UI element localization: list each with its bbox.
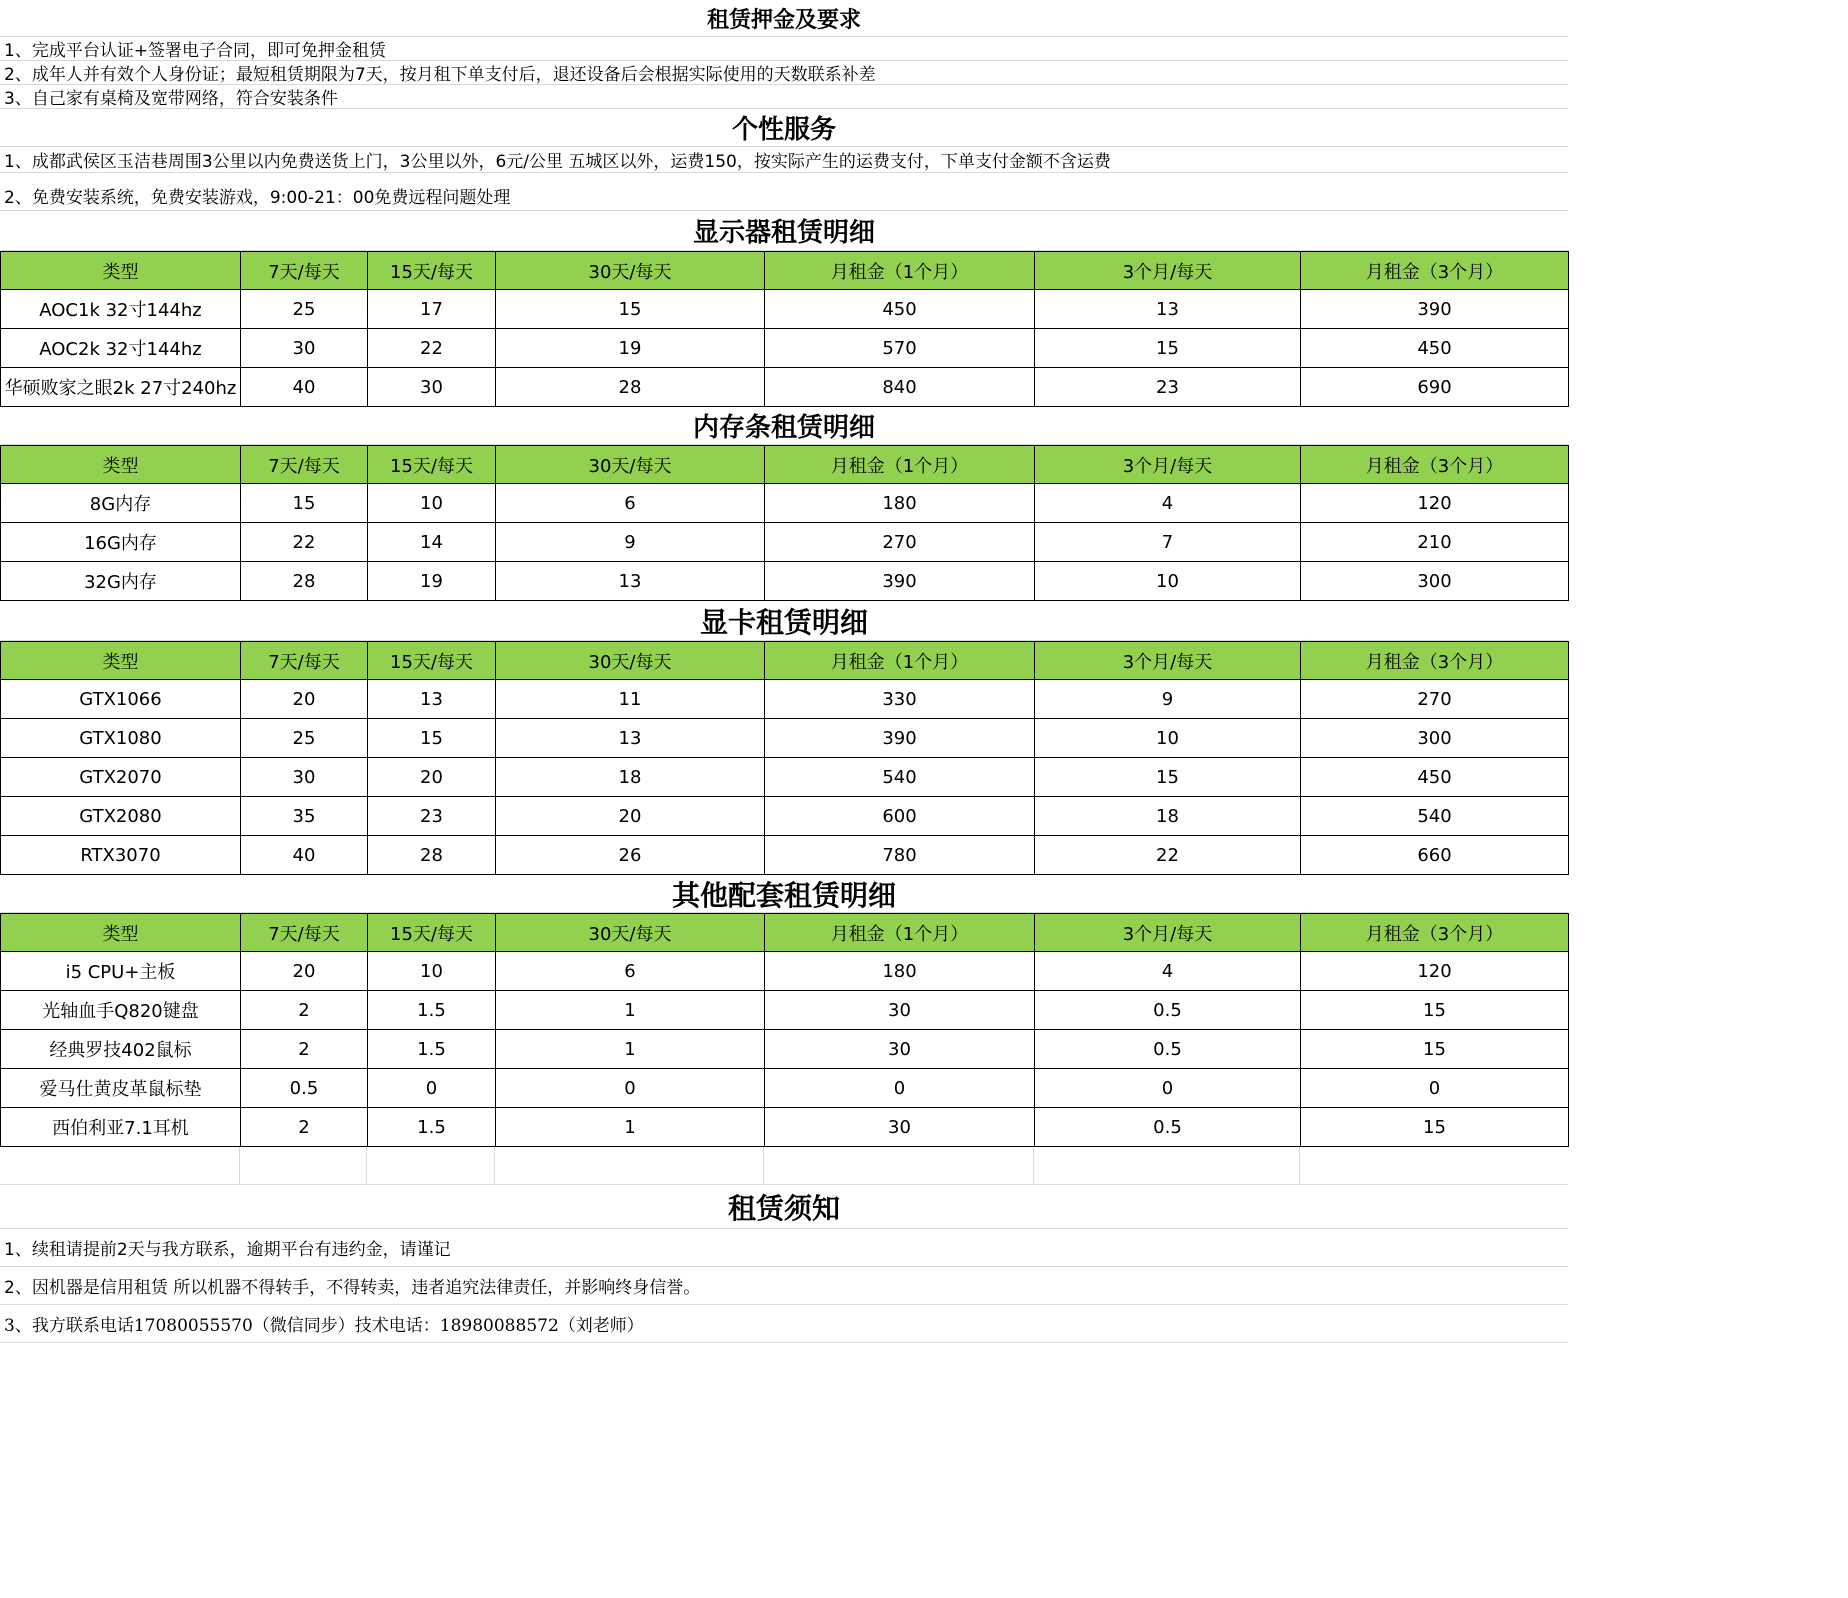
price-cell: 30 <box>241 758 368 797</box>
price-cell: 270 <box>765 523 1035 562</box>
table-row <box>1 836 1569 875</box>
column-header: 7天/每天 <box>241 252 368 290</box>
service-title: 个性服务 <box>0 109 1568 147</box>
column-header: 15天/每天 <box>368 914 496 952</box>
column-header: 类型 <box>1 914 241 952</box>
column-header: 月租金（1个月） <box>765 446 1035 484</box>
table-row <box>1 523 1569 562</box>
table-row <box>1 290 1569 329</box>
deposit-item-1: 1、完成平台认证+签署电子合同，即可免押金租赁 <box>0 37 1568 61</box>
price-cell: 15 <box>1035 329 1301 368</box>
price-cell: 40 <box>241 368 368 407</box>
price-cell: 300 <box>1301 562 1569 601</box>
price-cell: 0.5 <box>1035 1030 1301 1069</box>
price-cell: 15 <box>496 290 765 329</box>
item-name-cell: 8G内存 <box>1 484 241 523</box>
memory-table <box>0 445 1569 601</box>
price-cell: 0 <box>765 1069 1035 1108</box>
price-cell: 20 <box>241 680 368 719</box>
item-name-cell: 光轴血手Q820键盘 <box>1 991 241 1030</box>
column-header: 3个月/每天 <box>1035 446 1301 484</box>
column-header: 7天/每天 <box>241 914 368 952</box>
item-name-cell: 西伯利亚7.1耳机 <box>1 1108 241 1147</box>
price-cell: 17 <box>368 290 496 329</box>
price-cell: 4 <box>1035 484 1301 523</box>
column-header: 7天/每天 <box>241 446 368 484</box>
price-cell: 15 <box>1301 1030 1569 1069</box>
price-cell: 1 <box>496 991 765 1030</box>
column-header: 7天/每天 <box>241 642 368 680</box>
column-header: 月租金（1个月） <box>765 914 1035 952</box>
table-row <box>1 719 1569 758</box>
table-row <box>1 1069 1569 1108</box>
price-cell: 30 <box>765 1108 1035 1147</box>
price-cell: 10 <box>368 484 496 523</box>
price-cell: 690 <box>1301 368 1569 407</box>
price-cell: 4 <box>1035 952 1301 991</box>
price-cell: 270 <box>1301 680 1569 719</box>
memory-header-row <box>1 446 1569 484</box>
price-cell: 22 <box>368 329 496 368</box>
price-cell: 22 <box>1035 836 1301 875</box>
price-cell: 28 <box>241 562 368 601</box>
gpu-header-row <box>1 642 1569 680</box>
memory-section-title: 内存条租赁明细 <box>0 407 1568 445</box>
notice-item-1: 1、续租请提前2天与我方联系，逾期平台有违约金，请谨记 <box>0 1229 1568 1267</box>
column-header: 30天/每天 <box>496 252 765 290</box>
other-header-row <box>1 914 1569 952</box>
price-cell: 7 <box>1035 523 1301 562</box>
service-item-1: 1、成都武侯区玉洁巷周围3公里以内免费送货上门，3公里以外，6元/公里 五城区以外，运费150，按实际产生的运费支付，下单支付金额不含运费 <box>0 147 1568 173</box>
price-cell: 15 <box>368 719 496 758</box>
price-cell: 390 <box>765 562 1035 601</box>
column-header: 30天/每天 <box>496 914 765 952</box>
price-cell: 13 <box>496 562 765 601</box>
price-cell: 180 <box>765 952 1035 991</box>
monitor-header-row <box>1 252 1569 290</box>
item-name-cell: GTX2080 <box>1 797 241 836</box>
other-table <box>0 913 1569 1147</box>
price-cell: 19 <box>496 329 765 368</box>
price-cell: 13 <box>496 719 765 758</box>
column-header: 月租金（3个月） <box>1301 642 1569 680</box>
price-cell: 23 <box>1035 368 1301 407</box>
table-row <box>1 758 1569 797</box>
price-cell: 840 <box>765 368 1035 407</box>
empty-row <box>0 1147 1568 1185</box>
price-cell: 450 <box>1301 758 1569 797</box>
item-name-cell: 32G内存 <box>1 562 241 601</box>
price-cell: 10 <box>368 952 496 991</box>
price-cell: 15 <box>1301 991 1569 1030</box>
table-row <box>1 991 1569 1030</box>
price-cell: 1 <box>496 1108 765 1147</box>
item-name-cell: 经典罗技402鼠标 <box>1 1030 241 1069</box>
price-cell: 390 <box>1301 290 1569 329</box>
price-cell: 28 <box>496 368 765 407</box>
price-cell: 15 <box>241 484 368 523</box>
table-row <box>1 329 1569 368</box>
price-cell: 0 <box>1035 1069 1301 1108</box>
price-cell: 2 <box>241 1030 368 1069</box>
column-header: 3个月/每天 <box>1035 252 1301 290</box>
column-header: 类型 <box>1 252 241 290</box>
price-cell: 6 <box>496 484 765 523</box>
price-cell: 13 <box>368 680 496 719</box>
price-cell: 20 <box>496 797 765 836</box>
price-cell: 10 <box>1035 562 1301 601</box>
price-cell: 40 <box>241 836 368 875</box>
price-cell: 9 <box>496 523 765 562</box>
other-section-title: 其他配套租赁明细 <box>0 875 1568 913</box>
price-cell: 570 <box>765 329 1035 368</box>
gpu-table <box>0 641 1569 875</box>
price-cell: 330 <box>765 680 1035 719</box>
price-cell: 0.5 <box>1035 991 1301 1030</box>
column-header: 15天/每天 <box>368 446 496 484</box>
price-cell: 13 <box>1035 290 1301 329</box>
price-cell: 2 <box>241 991 368 1030</box>
price-cell: 30 <box>241 329 368 368</box>
price-cell: 19 <box>368 562 496 601</box>
notice-item-2: 2、因机器是信用租赁 所以机器不得转手，不得转卖，违者追究法律责任，并影响终身信誉。 <box>0 1267 1568 1305</box>
price-cell: 780 <box>765 836 1035 875</box>
price-cell: 15 <box>1035 758 1301 797</box>
price-cell: 20 <box>241 952 368 991</box>
table-row <box>1 1108 1569 1147</box>
item-name-cell: 华硕败家之眼2k 27寸240hz <box>1 368 241 407</box>
item-name-cell: 16G内存 <box>1 523 241 562</box>
monitor-section-title: 显示器租赁明细 <box>0 211 1568 251</box>
price-cell: 1.5 <box>368 1108 496 1147</box>
table-row <box>1 368 1569 407</box>
price-cell: 600 <box>765 797 1035 836</box>
column-header: 月租金（3个月） <box>1301 446 1569 484</box>
price-cell: 30 <box>368 368 496 407</box>
price-cell: 30 <box>765 991 1035 1030</box>
notice-title: 租赁须知 <box>0 1185 1568 1229</box>
column-header: 类型 <box>1 446 241 484</box>
item-name-cell: 爱马仕黄皮革鼠标垫 <box>1 1069 241 1108</box>
deposit-title: 租赁押金及要求 <box>0 0 1568 37</box>
price-cell: 1.5 <box>368 991 496 1030</box>
item-name-cell: RTX3070 <box>1 836 241 875</box>
price-cell: 1 <box>496 1030 765 1069</box>
item-name-cell: i5 CPU+主板 <box>1 952 241 991</box>
price-cell: 300 <box>1301 719 1569 758</box>
price-cell: 35 <box>241 797 368 836</box>
price-cell: 450 <box>765 290 1035 329</box>
item-name-cell: GTX2070 <box>1 758 241 797</box>
column-header: 30天/每天 <box>496 446 765 484</box>
price-cell: 22 <box>241 523 368 562</box>
item-name-cell: GTX1066 <box>1 680 241 719</box>
price-cell: 10 <box>1035 719 1301 758</box>
notice-item-3: 3、我方联系电话17080055570（微信同步）技术电话：18980088572（刘老师） <box>0 1305 1568 1343</box>
price-cell: 390 <box>765 719 1035 758</box>
column-header: 15天/每天 <box>368 642 496 680</box>
price-cell: 25 <box>241 290 368 329</box>
price-cell: 23 <box>368 797 496 836</box>
price-cell: 540 <box>1301 797 1569 836</box>
price-cell: 0.5 <box>1035 1108 1301 1147</box>
gpu-section-title: 显卡租赁明细 <box>0 601 1568 641</box>
column-header: 30天/每天 <box>496 642 765 680</box>
price-cell: 450 <box>1301 329 1569 368</box>
table-row <box>1 797 1569 836</box>
price-cell: 120 <box>1301 952 1569 991</box>
item-name-cell: GTX1080 <box>1 719 241 758</box>
price-cell: 20 <box>368 758 496 797</box>
table-row <box>1 952 1569 991</box>
price-cell: 11 <box>496 680 765 719</box>
price-cell: 0 <box>1301 1069 1569 1108</box>
item-name-cell: AOC2k 32寸144hz <box>1 329 241 368</box>
column-header: 月租金（3个月） <box>1301 914 1569 952</box>
price-cell: 30 <box>765 1030 1035 1069</box>
price-cell: 0 <box>368 1069 496 1108</box>
price-cell: 180 <box>765 484 1035 523</box>
price-cell: 14 <box>368 523 496 562</box>
item-name-cell: AOC1k 32寸144hz <box>1 290 241 329</box>
column-header: 月租金（1个月） <box>765 642 1035 680</box>
price-cell: 120 <box>1301 484 1569 523</box>
price-cell: 26 <box>496 836 765 875</box>
price-cell: 28 <box>368 836 496 875</box>
table-row <box>1 680 1569 719</box>
service-item-2: 2、免费安装系统，免费安装游戏，9:00-21：00免费远程问题处理 <box>0 173 1568 211</box>
price-cell: 540 <box>765 758 1035 797</box>
price-cell: 18 <box>496 758 765 797</box>
price-cell: 9 <box>1035 680 1301 719</box>
price-cell: 2 <box>241 1108 368 1147</box>
deposit-item-3: 3、自己家有桌椅及宽带网络，符合安装条件 <box>0 85 1568 109</box>
price-cell: 660 <box>1301 836 1569 875</box>
price-cell: 0 <box>496 1069 765 1108</box>
table-row <box>1 562 1569 601</box>
column-header: 月租金（1个月） <box>765 252 1035 290</box>
column-header: 3个月/每天 <box>1035 914 1301 952</box>
price-cell: 6 <box>496 952 765 991</box>
column-header: 3个月/每天 <box>1035 642 1301 680</box>
price-cell: 1.5 <box>368 1030 496 1069</box>
table-row <box>1 1030 1569 1069</box>
column-header: 类型 <box>1 642 241 680</box>
price-cell: 15 <box>1301 1108 1569 1147</box>
price-cell: 18 <box>1035 797 1301 836</box>
deposit-item-2: 2、成年人并有效个人身份证；最短租赁期限为7天，按月租下单支付后，退还设备后会根据实际使用的天数联系补差 <box>0 61 1568 85</box>
price-cell: 210 <box>1301 523 1569 562</box>
monitor-table <box>0 251 1569 407</box>
price-cell: 25 <box>241 719 368 758</box>
table-row <box>1 484 1569 523</box>
column-header: 15天/每天 <box>368 252 496 290</box>
column-header: 月租金（3个月） <box>1301 252 1569 290</box>
price-cell: 0.5 <box>241 1069 368 1108</box>
